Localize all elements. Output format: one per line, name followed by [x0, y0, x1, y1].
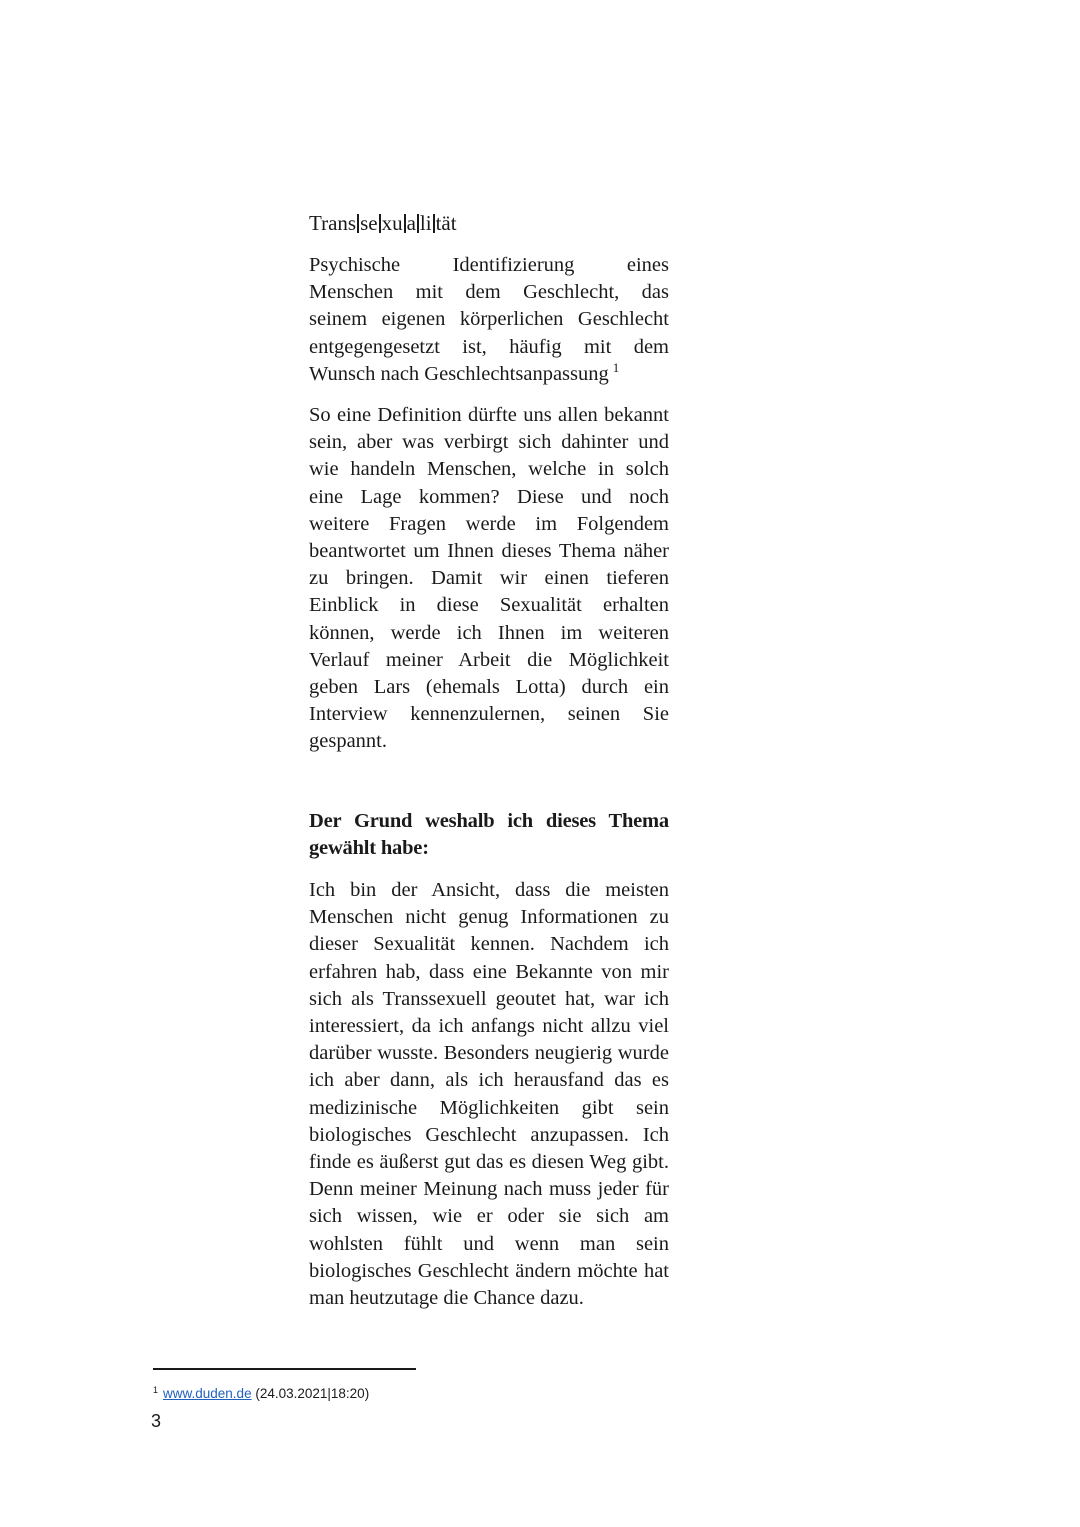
definition-last-line — [309, 361, 669, 388]
intro-paragraph: So eine Definition dürfte uns allen bekannt sein, aber was verbirgt sich dahinter und wie handeln Menschen, welche in solch eine Lage kommen? Diese und noch weitere Fragen werde im Folgendem beantwortet um Ihnen dieses Thema näher zu bringen. Damit wir einen tieferen Einblick in diese Sexualität erhalten können, werde ich Ihnen im weiteren Verlauf meiner Arbeit die Möglichkeit geben Lars (ehemals Lotta) durch ein Interview kennenzulernen, seinen Sie gespannt. — [309, 404, 669, 753]
syllable-separator — [417, 214, 419, 233]
definition-line: Psychische Identifizierung eines — [309, 254, 669, 276]
headword-syllable: a — [406, 211, 416, 235]
section-heading: Der Grund weshalb ich dieses Thema gewählt habe: — [309, 810, 669, 860]
headword-syllable: xu — [381, 211, 403, 235]
syllable-separator — [379, 214, 381, 233]
syllable-separator — [357, 214, 359, 233]
definition-line: Menschen mit dem Geschlecht, das — [309, 281, 669, 304]
syllable-separator — [404, 214, 406, 233]
definition-line: entgegengesetzt ist, häufig mit dem — [309, 335, 669, 358]
dictionary-headword — [309, 209, 669, 237]
footnote-mark: 1 — [153, 1385, 159, 1395]
page-number: 3 — [151, 1411, 162, 1431]
footnote-source-link[interactable]: www.duden.de — [163, 1386, 252, 1401]
footnote — [153, 1380, 369, 1404]
headword-syllable: Trans — [309, 211, 357, 235]
footnote-separator — [153, 1368, 416, 1370]
headword-syllable: se — [360, 211, 378, 235]
footnote-date: (24.03.2021|18:20) — [255, 1386, 370, 1401]
syllable-separator — [433, 214, 435, 233]
definition-paragraph — [309, 252, 669, 388]
section-paragraph: Ich bin der Ansicht, dass die meisten Menschen nicht genug Informationen zu dieser Sexualität kennen. Nachdem ich erfahren hab, dass eine Bekannte von mir sich als Transsexuell geoutet hat, war ich interessiert, da ich anfangs nicht allzu viel darüber wusste. Besonders neugierig wurde ich aber dann, als ich herausfand das es medizinische Möglichkeiten gibt sein biologisches Geschlecht anzupassen. Ich finde es äußerst gut das es diesen Weg gibt. Denn meiner Meinung nach muss jeder für sich wissen, wie er oder sie sich am wohlsten fühlt und wenn man sein biologisches Geschlecht ändern möchte hat man heutzutage die Chance dazu. — [309, 879, 669, 1310]
definition-line: Wunsch nach Geschlechtsanpassung — [309, 362, 609, 385]
headword-syllable: li — [419, 211, 432, 235]
footnote-reference[interactable]: 1 — [612, 359, 620, 375]
headword-syllable: tät — [435, 211, 457, 235]
definition-line: seinem eigenen körperlichen Geschlecht — [309, 308, 669, 331]
